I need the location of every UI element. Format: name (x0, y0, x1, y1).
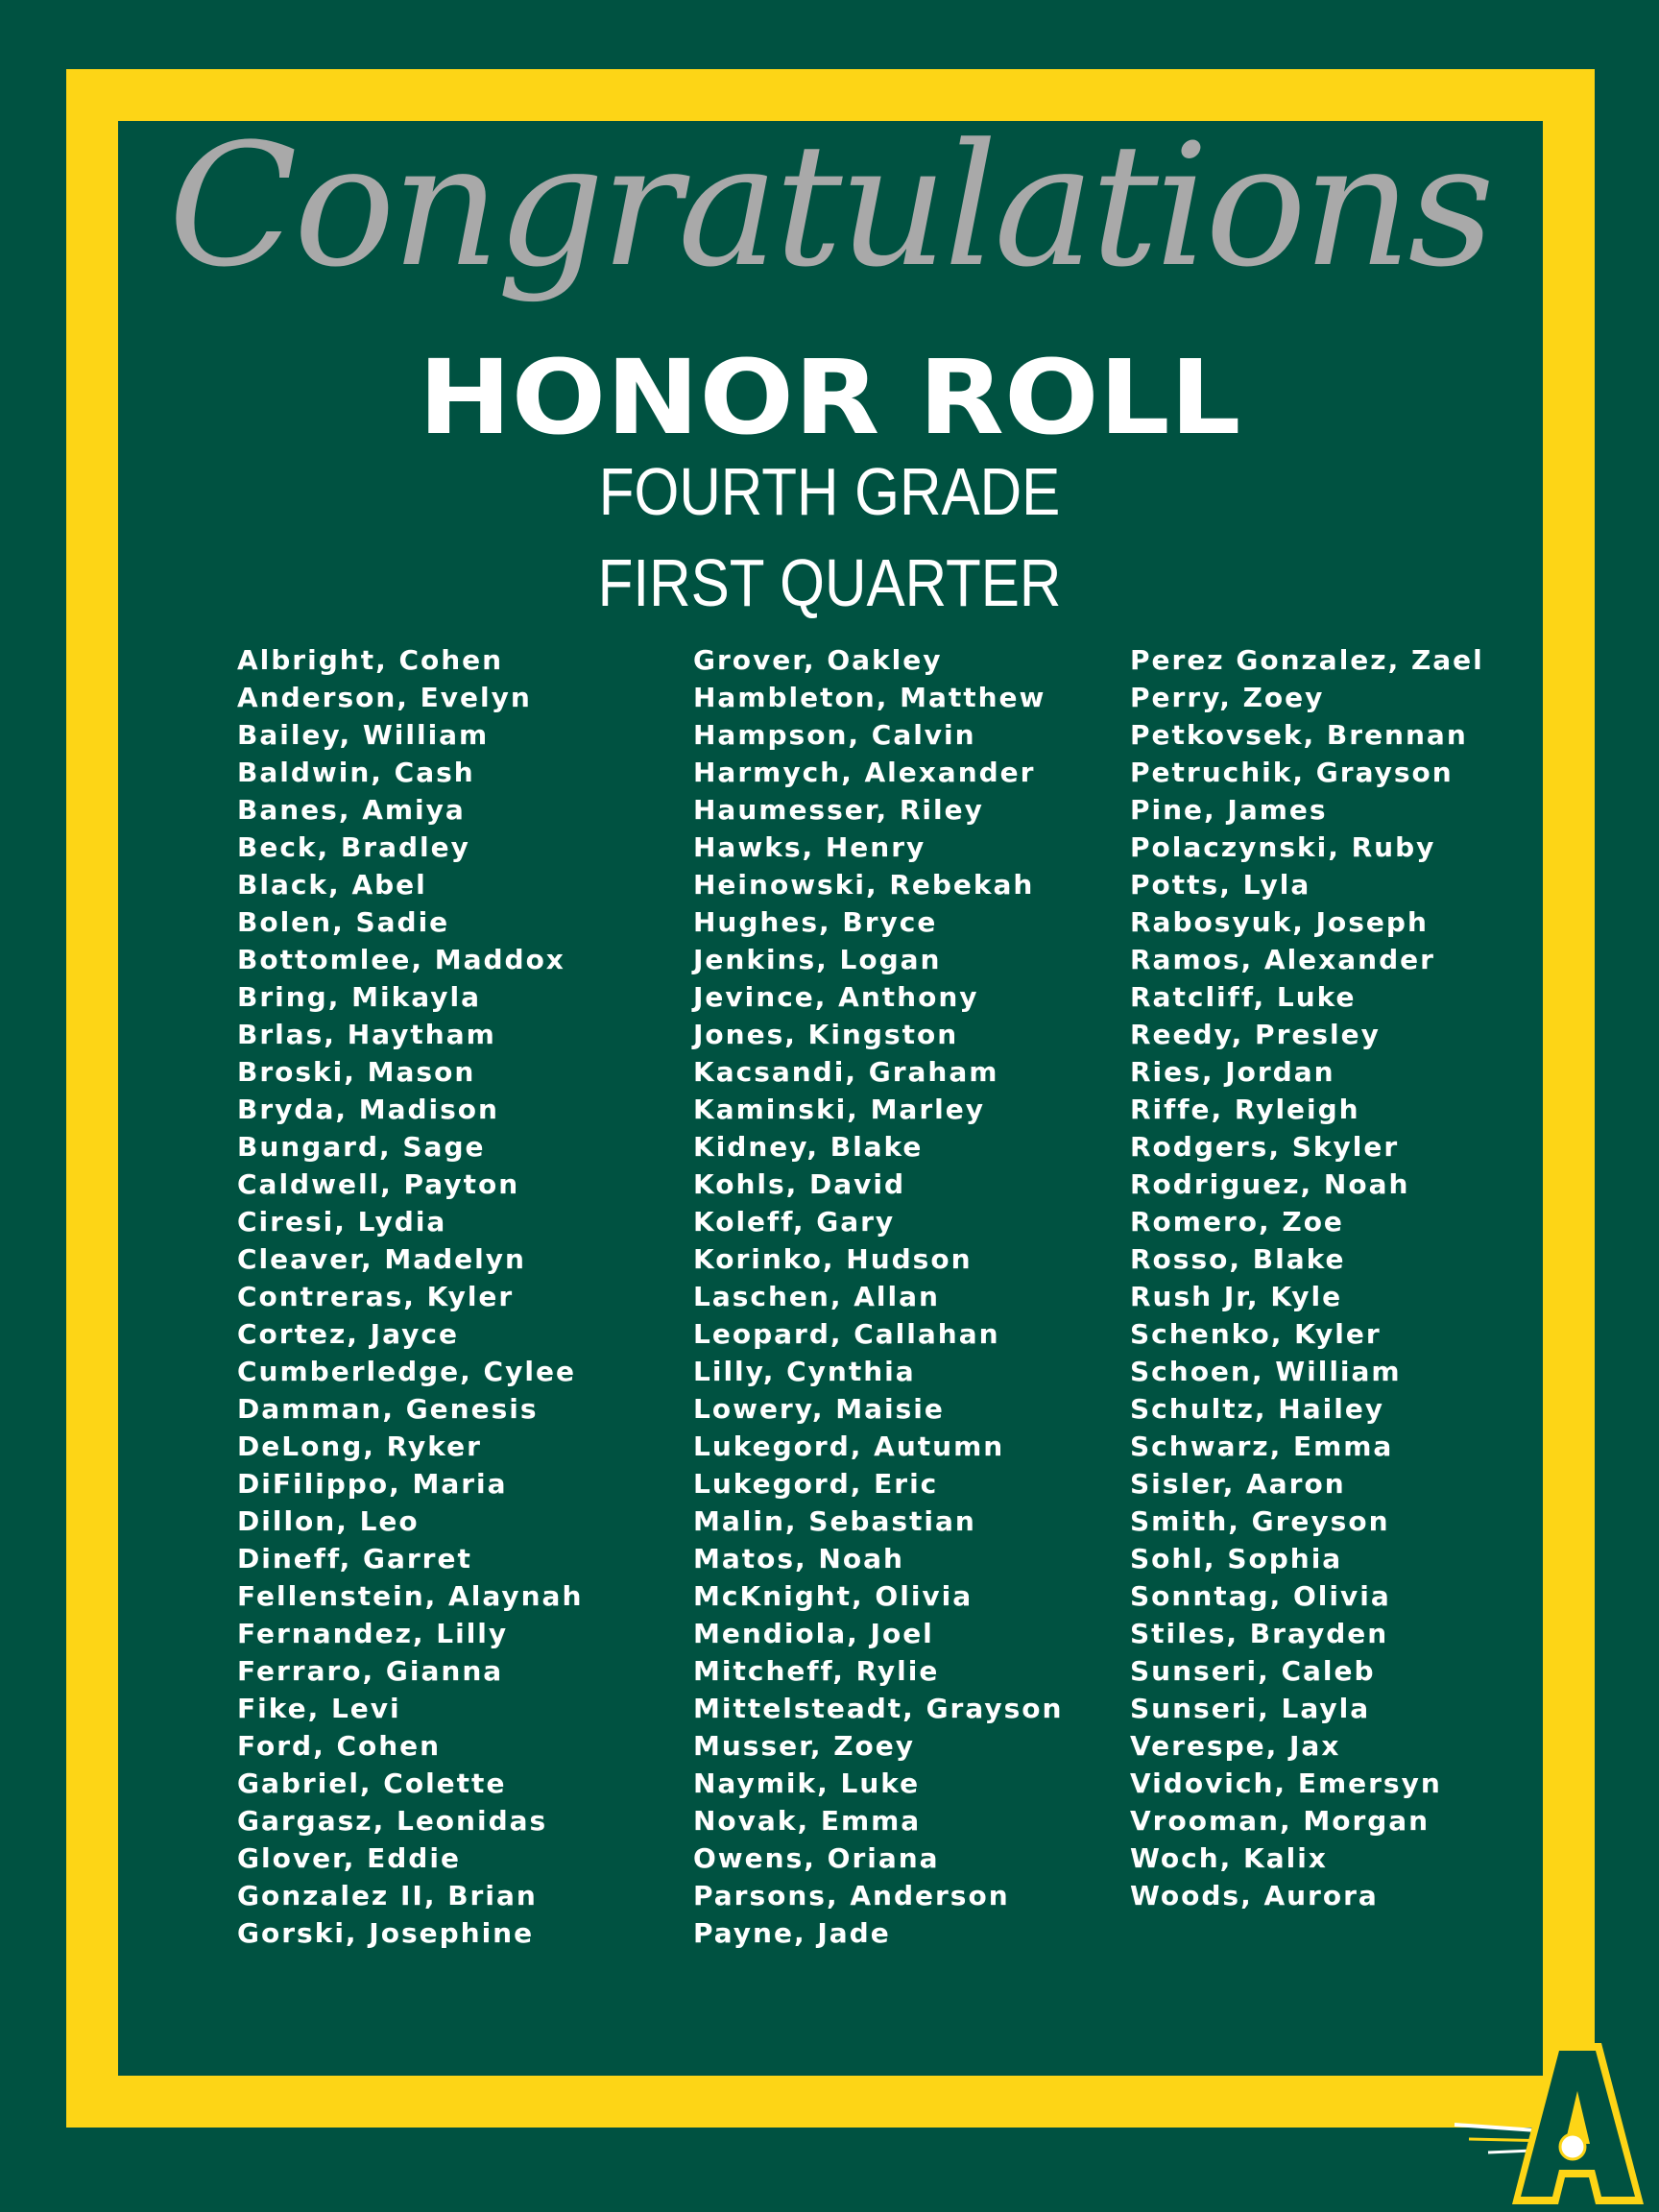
honor-roll-name: Rabosyuk, Joseph (1130, 906, 1429, 938)
honor-roll-name: Brlas, Haytham (237, 1019, 496, 1050)
honor-roll-name: Contreras, Kyler (237, 1281, 515, 1312)
honor-roll-name: Matos, Noah (693, 1543, 904, 1575)
honor-roll-name: Mitcheff, Rylie (693, 1655, 940, 1687)
honor-roll-name: Ferraro, Gianna (237, 1655, 504, 1687)
honor-roll-name: Leopard, Callahan (693, 1318, 1000, 1350)
honor-roll-name: Dineff, Garret (237, 1543, 472, 1575)
names-column-3 (1130, 641, 1484, 1914)
honor-roll-name: Stiles, Brayden (1130, 1618, 1389, 1649)
honor-roll-name: Sisler, Aaron (1130, 1468, 1346, 1500)
honor-roll-name: Beck, Bradley (237, 831, 470, 863)
honor-roll-name: Kidney, Blake (693, 1131, 924, 1163)
honor-roll-name: Polaczynski, Ruby (1130, 831, 1436, 863)
honor-roll-name: McKnight, Olivia (693, 1580, 974, 1612)
honor-roll-name: Harmych, Alexander (693, 757, 1036, 788)
honor-roll-name: Koleff, Gary (693, 1206, 896, 1238)
honor-roll-name: Lilly, Cynthia (693, 1356, 916, 1387)
honor-roll-name: DeLong, Ryker (237, 1431, 482, 1462)
honor-roll-name: Ries, Jordan (1130, 1056, 1335, 1088)
honor-roll-name: Reedy, Presley (1130, 1019, 1381, 1050)
honor-roll-name: Sunseri, Caleb (1130, 1655, 1376, 1687)
honor-roll-name: Hughes, Bryce (693, 906, 938, 938)
honor-roll-name: Bolen, Sadie (237, 906, 450, 938)
honor-roll-name: Lukegord, Eric (693, 1468, 939, 1500)
honor-roll-name: Dillon, Leo (237, 1505, 420, 1537)
honor-roll-name: Naymik, Luke (693, 1767, 921, 1799)
honor-roll-name: Jenkins, Logan (693, 944, 942, 975)
honor-roll-name: Parsons, Anderson (693, 1880, 1010, 1911)
honor-roll-name: Hawks, Henry (693, 831, 926, 863)
honor-roll-name: Kacsandi, Graham (693, 1056, 999, 1088)
names-column-2 (693, 641, 1063, 1952)
quarter-subtitle: FIRST QUARTER (597, 545, 1062, 620)
honor-roll-name: Bungard, Sage (237, 1131, 486, 1163)
letter-a-comet-logo-icon (1431, 2033, 1651, 2206)
honor-roll-name: Kaminski, Marley (693, 1094, 985, 1125)
honor-roll-name: Jevince, Anthony (693, 981, 979, 1013)
honor-roll-name: Cleaver, Madelyn (237, 1243, 526, 1275)
honor-roll-name: Petruchik, Grayson (1130, 757, 1454, 788)
honor-roll-name: Broski, Mason (237, 1056, 476, 1088)
honor-roll-name: Baldwin, Cash (237, 757, 475, 788)
honor-roll-name: Korinko, Hudson (693, 1243, 973, 1275)
honor-roll-name: Hampson, Calvin (693, 719, 976, 751)
honor-roll-name: Caldwell, Payton (237, 1168, 520, 1200)
honor-roll-name: Heinowski, Rebekah (693, 869, 1035, 901)
honor-roll-name: Schenko, Kyler (1130, 1318, 1382, 1350)
honor-roll-name: Potts, Lyla (1130, 869, 1311, 901)
honor-roll-name: Lukegord, Autumn (693, 1431, 1005, 1462)
honor-roll-name: Musser, Zoey (693, 1730, 915, 1762)
honor-roll-name: Cortez, Jayce (237, 1318, 459, 1350)
honor-roll-name: Laschen, Allan (693, 1281, 940, 1312)
honor-roll-name: Rush Jr, Kyle (1130, 1281, 1343, 1312)
honor-roll-name: Kohls, David (693, 1168, 906, 1200)
honor-roll-name: Damman, Genesis (237, 1393, 539, 1425)
honor-roll-name: Hambleton, Matthew (693, 682, 1046, 713)
honor-roll-name: Ford, Cohen (237, 1730, 442, 1762)
honor-roll-name: DiFilippo, Maria (237, 1468, 508, 1500)
honor-roll-name: Glover, Eddie (237, 1842, 461, 1874)
honor-roll-name: Pine, James (1130, 794, 1328, 826)
honor-roll-name: Sohl, Sophia (1130, 1543, 1343, 1575)
honor-roll-name: Rosso, Blake (1130, 1243, 1346, 1275)
honor-roll-name: Verespe, Jax (1130, 1730, 1341, 1762)
honor-roll-name: Fellenstein, Alaynah (237, 1580, 584, 1612)
honor-roll-name: Perez Gonzalez, Zael (1130, 644, 1484, 676)
honor-roll-name: Malin, Sebastian (693, 1505, 976, 1537)
honor-roll-name: Gabriel, Colette (237, 1767, 507, 1799)
honor-roll-name: Bryda, Madison (237, 1094, 499, 1125)
honor-roll-name: Rodgers, Skyler (1130, 1131, 1400, 1163)
honor-roll-name: Ramos, Alexander (1130, 944, 1435, 975)
honor-roll-name: Rodriguez, Noah (1130, 1168, 1410, 1200)
grade-subtitle: FOURTH GRADE (598, 454, 1061, 529)
honor-roll-name: Riffe, Ryleigh (1130, 1094, 1360, 1125)
honor-roll-name: Banes, Amiya (237, 794, 466, 826)
honor-roll-name: Schwarz, Emma (1130, 1431, 1394, 1462)
honor-roll-name: Smith, Greyson (1130, 1505, 1390, 1537)
honor-roll-name: Bring, Mikayla (237, 981, 481, 1013)
honor-roll-name: Sunseri, Layla (1130, 1693, 1371, 1724)
honor-roll-name: Sonntag, Olivia (1130, 1580, 1391, 1612)
honor-roll-name: Albright, Cohen (237, 644, 504, 676)
honor-roll-name: Bottomlee, Maddox (237, 944, 565, 975)
honor-roll-name: Woch, Kalix (1130, 1842, 1328, 1874)
honor-roll-name: Payne, Jade (693, 1917, 891, 1949)
honor-roll-name: Anderson, Evelyn (237, 682, 532, 713)
honor-roll-name: Owens, Oriana (693, 1842, 940, 1874)
honor-roll-name: Ratcliff, Luke (1130, 981, 1357, 1013)
honor-roll-name: Perry, Zoey (1130, 682, 1325, 713)
honor-roll-name: Grover, Oakley (693, 644, 943, 676)
honor-roll-name: Gonzalez II, Brian (237, 1880, 538, 1911)
honor-roll-name: Fike, Levi (237, 1693, 401, 1724)
honor-roll-name: Ciresi, Lydia (237, 1206, 447, 1238)
honor-roll-name: Gorski, Josephine (237, 1917, 535, 1949)
honor-roll-name: Petkovsek, Brennan (1130, 719, 1468, 751)
honor-roll-name: Lowery, Maisie (693, 1393, 945, 1425)
congratulations-script-title: Congratulations (168, 108, 1491, 304)
honor-roll-title: HONOR ROLL (418, 338, 1241, 458)
honor-roll-name: Schultz, Hailey (1130, 1393, 1385, 1425)
honor-roll-name: Black, Abel (237, 869, 427, 901)
names-column-1 (237, 641, 583, 1952)
honor-roll-name: Mendiola, Joel (693, 1618, 934, 1649)
honor-roll-name: Bailey, William (237, 719, 490, 751)
honor-roll-name: Haumesser, Riley (693, 794, 984, 826)
honor-roll-name: Cumberledge, Cylee (237, 1356, 576, 1387)
honor-roll-name: Romero, Zoe (1130, 1206, 1344, 1238)
honor-roll-name: Schoen, William (1130, 1356, 1402, 1387)
honor-roll-name: Gargasz, Leonidas (237, 1805, 548, 1837)
honor-roll-name: Woods, Aurora (1130, 1880, 1379, 1911)
honor-roll-name: Fernandez, Lilly (237, 1618, 509, 1649)
honor-roll-name: Novak, Emma (693, 1805, 922, 1837)
honor-roll-name: Vidovich, Emersyn (1130, 1767, 1442, 1799)
honor-roll-name: Mittelsteadt, Grayson (693, 1693, 1064, 1724)
honor-roll-name: Jones, Kingston (693, 1019, 959, 1050)
honor-roll-name: Vrooman, Morgan (1130, 1805, 1431, 1837)
